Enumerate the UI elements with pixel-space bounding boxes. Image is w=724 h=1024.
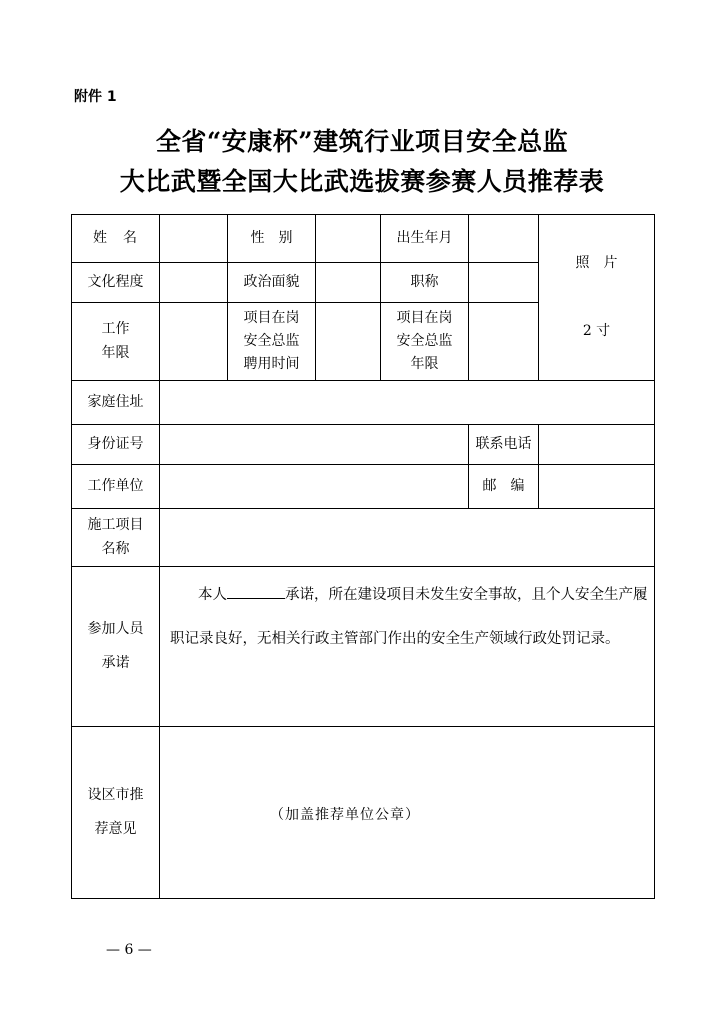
project-name-label: 施工项目 名称 [72,509,160,567]
id-label: 身份证号 [72,425,160,465]
employer-label: 工作单位 [72,465,160,509]
hire-time-field[interactable] [316,303,381,381]
name-field[interactable] [160,215,228,263]
id-field[interactable] [160,425,469,465]
director-years-field[interactable] [469,303,539,381]
title-label: 职称 [381,263,469,303]
seal-note: （加盖推荐单位公章） [270,806,420,823]
political-label: 政治面貌 [228,263,316,303]
photo-label: 照 片 [575,255,618,272]
name-label: 姓 名 [72,215,160,263]
form-title-line-1: 全省“安康杯”建筑行业项目安全总监 [155,127,569,156]
form-title-line-2: 大比武暨全国大比武选拔赛参赛人员推荐表 [119,167,605,196]
work-years-label: 工作 年限 [72,303,160,381]
promise-text-cell [160,567,655,727]
attachment-label: 附件 1 [74,89,117,105]
promise-label: 参加人员 承诺 [72,567,160,727]
address-field[interactable] [160,381,655,425]
employer-field[interactable] [160,465,469,509]
opinion-label: 设区市推 荐意见 [72,727,160,899]
promise-text: 承诺，所在建设项目未发生安全事故，且个人安全生产履职记录良好，无相关行政主管部门作出的安全生产领域行政处罚记录。 [170,587,648,647]
recommendation-form-table [71,214,655,899]
photo-size: 2 寸 [582,322,611,339]
birth-label: 出生年月 [381,215,469,263]
education-label: 文化程度 [72,263,160,303]
promise-name-blank[interactable] [227,582,285,599]
postcode-field[interactable] [539,465,655,509]
phone-label: 联系电话 [469,425,539,465]
page-number: — 6 — [106,942,152,958]
director-years-label: 项目在岗 安全总监 年限 [381,303,469,381]
hire-time-label: 项目在岗 安全总监 聘用时间 [228,303,316,381]
gender-label: 性 别 [228,215,316,263]
work-years-field[interactable] [160,303,228,381]
phone-field[interactable] [539,425,655,465]
gender-field[interactable] [316,215,381,263]
political-field[interactable] [316,263,381,303]
photo-cell [539,215,655,381]
title-field[interactable] [469,263,539,303]
opinion-field[interactable] [160,727,655,899]
promise-prefix: 本人 [198,587,227,603]
birth-field[interactable] [469,215,539,263]
address-label: 家庭住址 [72,381,160,425]
education-field[interactable] [160,263,228,303]
project-name-field[interactable] [160,509,655,567]
postcode-label: 邮 编 [469,465,539,509]
